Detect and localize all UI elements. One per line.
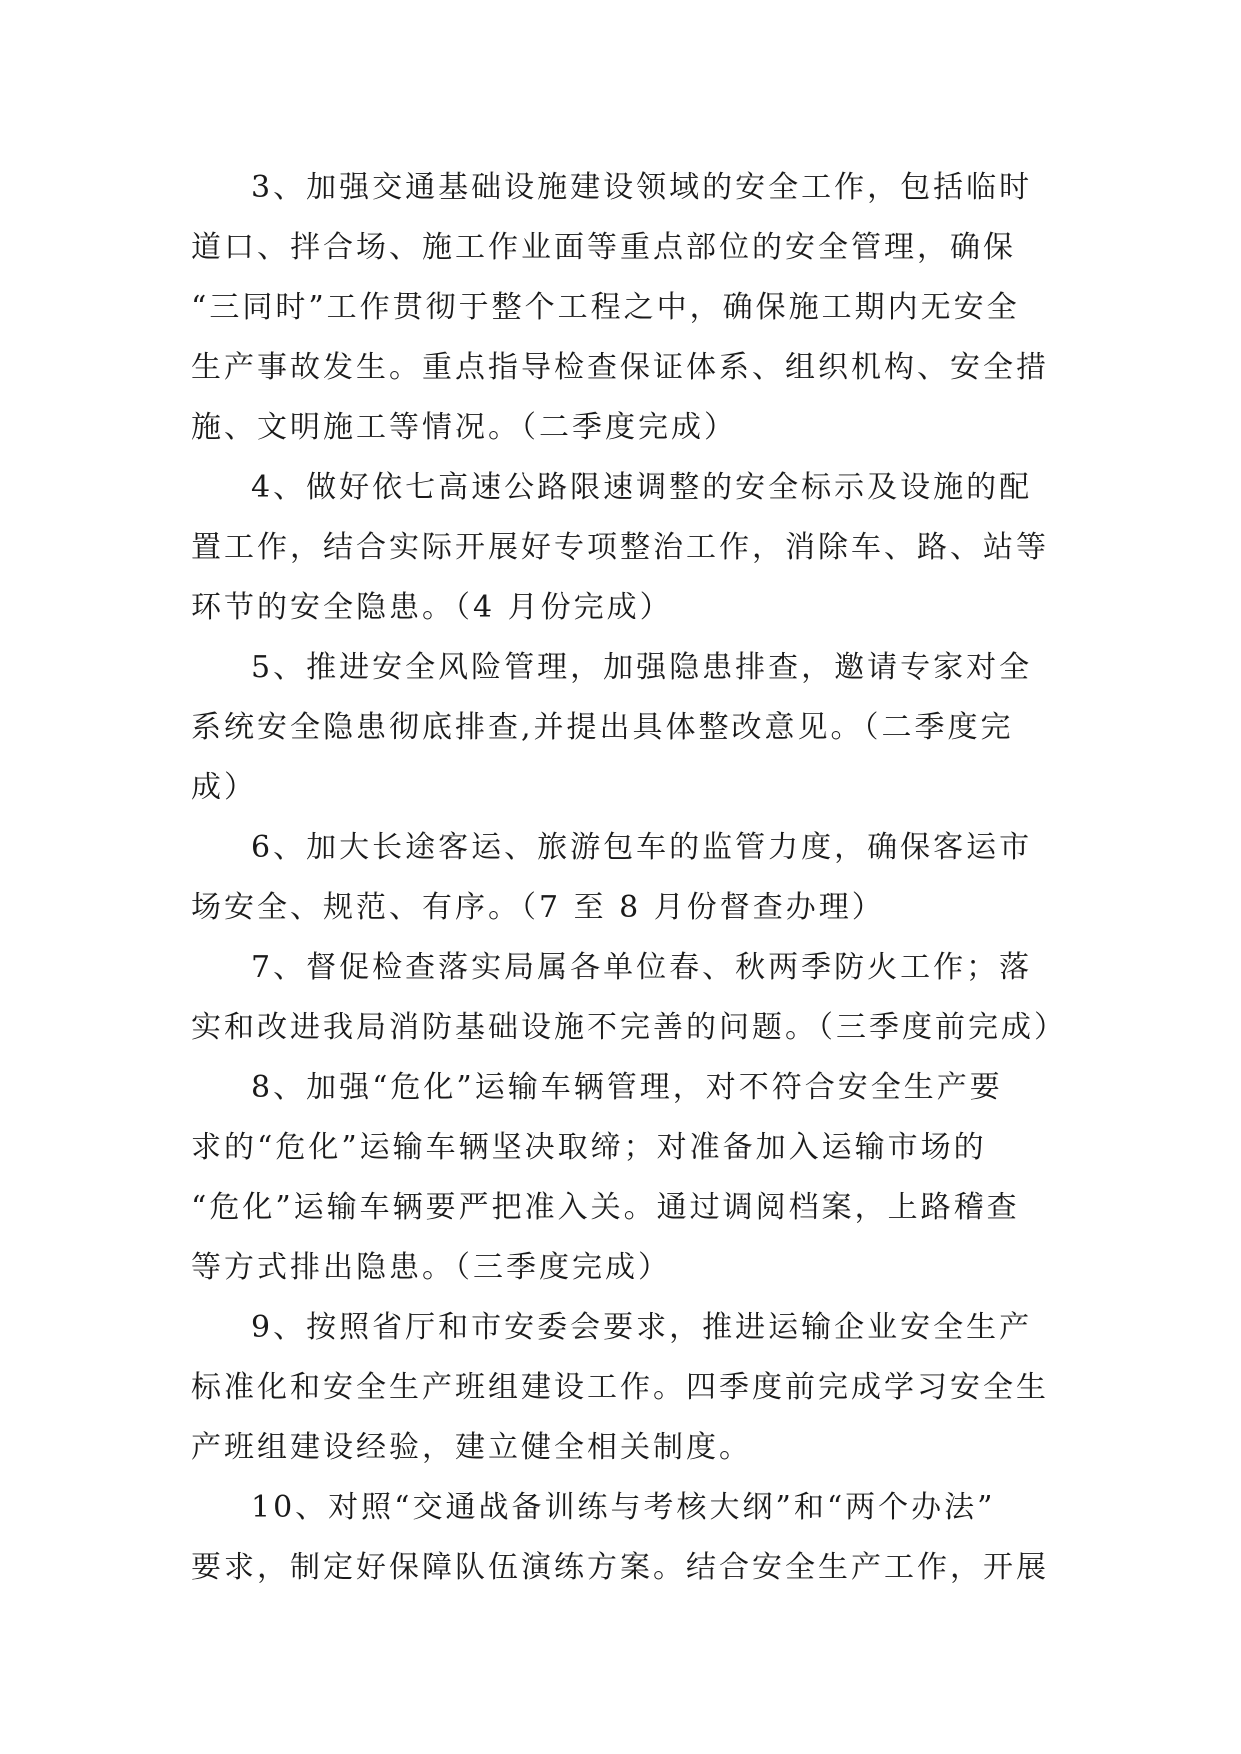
paragraph-8-line-2: 求的“危化”运输车辆坚决取缔；对准备加入运输市场的 <box>191 1130 987 1165</box>
paragraph-3-line-5: 施、文明施工等情况。（二季度完成） <box>191 410 737 445</box>
paragraph-7-line-2: 实和改进我局消防基础设施不完善的问题。（三季度前完成） <box>191 1010 1067 1045</box>
paragraph-3-line-1: 3、加强交通基础设施建设领域的安全工作，包括临时 <box>251 170 1033 205</box>
paragraph-4-line-1: 4、做好依七高速公路限速调整的安全标示及设施的配 <box>251 470 1033 505</box>
paragraph-8-line-4: 等方式排出隐患。（三季度完成） <box>191 1250 671 1285</box>
paragraph-4-line-2: 置工作，结合实际开展好专项整治工作，消除车、路、站等 <box>191 530 1049 565</box>
paragraph-6-line-2: 场安全、规范、有序。（7 至 8 月份督查办理） <box>191 890 885 925</box>
paragraph-5-line-3: 成） <box>191 770 257 805</box>
paragraph-5-line-1: 5、推进安全风险管理，加强隐患排查，邀请专家对全 <box>251 650 1033 685</box>
paragraph-4-line-3: 环节的安全隐患。（4 月份完成） <box>191 590 673 625</box>
paragraph-3-line-3: “三同时”工作贯彻于整个工程之中，确保施工期内无安全 <box>191 290 1020 325</box>
paragraph-6-line-1: 6、加大长途客运、旅游包车的监管力度，确保客运市 <box>251 830 1033 865</box>
paragraph-8-line-1: 8、加强“危化”运输车辆管理，对不符合安全生产要 <box>251 1070 1003 1105</box>
paragraph-9-line-2: 标准化和安全生产班组建设工作。四季度前完成学习安全生 <box>191 1370 1049 1405</box>
paragraph-9-line-1: 9、按照省厅和市安委会要求，推进运输企业安全生产 <box>251 1310 1033 1345</box>
paragraph-9-line-3: 产班组建设经验，建立健全相关制度。 <box>191 1430 752 1465</box>
paragraph-10-line-1: 10、对照“交通战备训练与考核大纲”和“两个办法” <box>251 1490 996 1525</box>
document-body <box>191 158 1067 1598</box>
paragraph-10-line-2: 要求，制定好保障队伍演练方案。结合安全生产工作，开展 <box>191 1550 1049 1585</box>
paragraph-8-line-3: “危化”运输车辆要严把准入关。通过调阅档案，上路稽查 <box>191 1190 1020 1225</box>
paragraph-3-line-4: 生产事故发生。重点指导检查保证体系、组织机构、安全措 <box>191 350 1049 385</box>
paragraph-7-line-1: 7、督促检查落实局属各单位春、秋两季防火工作；落 <box>251 950 1033 985</box>
paragraph-5-line-2: 系统安全隐患彻底排查,并提出具体整改意见。（二季度完 <box>191 710 1014 745</box>
paragraph-3-line-2: 道口、拌合场、施工作业面等重点部位的安全管理，确保 <box>191 230 1016 265</box>
